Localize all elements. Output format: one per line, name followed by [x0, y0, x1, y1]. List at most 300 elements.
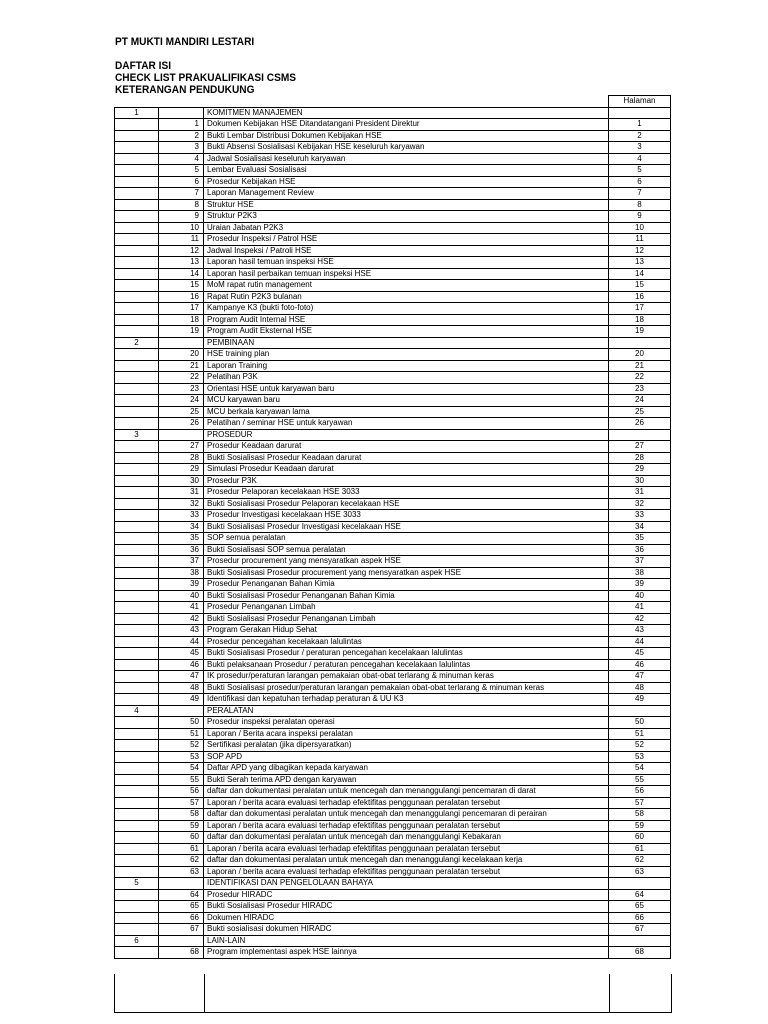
- section-title: PROSEDUR: [204, 429, 609, 441]
- page-number: 61: [609, 843, 671, 855]
- section-number: [115, 475, 159, 487]
- page-number: 26: [609, 418, 671, 430]
- table-row: [115, 912, 671, 924]
- section-number: [115, 843, 159, 855]
- page-number: 59: [609, 820, 671, 832]
- table-row: [115, 521, 671, 533]
- item-title: Bukti Sosialisasi Prosedur Penanganan Limbah: [204, 613, 609, 625]
- table-row: [115, 590, 671, 602]
- table-row: [115, 866, 671, 878]
- table-row: [115, 728, 671, 740]
- item-number: 2: [159, 130, 204, 142]
- item-title: Prosedur inspeksi peralatan operasi: [204, 717, 609, 729]
- item-number: 37: [159, 556, 204, 568]
- item-number: 20: [159, 349, 204, 361]
- section-number: 3: [115, 429, 159, 441]
- page-number: 13: [609, 257, 671, 269]
- item-title: MCU berkala karyawan lama: [204, 406, 609, 418]
- item-number: 44: [159, 636, 204, 648]
- item-number: 26: [159, 418, 204, 430]
- table-row: [115, 406, 671, 418]
- table-row: [115, 487, 671, 499]
- table-row: [115, 383, 671, 395]
- table-row: [115, 671, 671, 683]
- item-number: 25: [159, 406, 204, 418]
- item-title: daftar dan dokumentasi peralatan untuk mencegah dan menanggulangi pencemaran di perairan: [204, 809, 609, 821]
- section-number: [115, 199, 159, 211]
- item-title: Prosedur pencegahan kecelakaan lalulintas: [204, 636, 609, 648]
- item-number: 38: [159, 567, 204, 579]
- section-number: 4: [115, 705, 159, 717]
- doc-title: DAFTAR ISI: [115, 60, 172, 72]
- section-row: [115, 935, 671, 947]
- page-number: [609, 337, 671, 349]
- section-number: [115, 855, 159, 867]
- table-row: [115, 556, 671, 568]
- table-row: [115, 694, 671, 706]
- item-title: Kampanye K3 (bukti foto-foto): [204, 303, 609, 315]
- item-number: 46: [159, 659, 204, 671]
- table-row: [115, 567, 671, 579]
- section-number: [115, 602, 159, 614]
- section-number: [115, 360, 159, 372]
- page-number: 24: [609, 395, 671, 407]
- table-row: [115, 199, 671, 211]
- page-number: 32: [609, 498, 671, 510]
- table-row: [115, 291, 671, 303]
- page-column-header: Halaman: [609, 96, 671, 108]
- page-number: 68: [609, 947, 671, 959]
- section-number: [115, 406, 159, 418]
- section-number: [115, 636, 159, 648]
- item-title: Prosedur Pelaporan kecelakaan HSE 3033: [204, 487, 609, 499]
- section-number: [115, 487, 159, 499]
- item-number: 10: [159, 222, 204, 234]
- page-number: 6: [609, 176, 671, 188]
- item-number: 5: [159, 165, 204, 177]
- section-number: [115, 809, 159, 821]
- table-row: [115, 901, 671, 913]
- section-number: [115, 947, 159, 959]
- item-title: Bukti pelaksanaan Prosedur / peraturan pencegahan kecelakaan lalulintas: [204, 659, 609, 671]
- item-number: 55: [159, 774, 204, 786]
- page-number: 38: [609, 567, 671, 579]
- page-number: 58: [609, 809, 671, 821]
- table-row: [115, 441, 671, 453]
- item-number: 29: [159, 464, 204, 476]
- item-number: 30: [159, 475, 204, 487]
- item-title: Prosedur P3K: [204, 475, 609, 487]
- item-number: 40: [159, 590, 204, 602]
- item-number: 66: [159, 912, 204, 924]
- item-number: [159, 337, 204, 349]
- table-row: [115, 452, 671, 464]
- item-number: 1: [159, 119, 204, 131]
- page-number: 48: [609, 682, 671, 694]
- section-number: [115, 452, 159, 464]
- page-number: 29: [609, 464, 671, 476]
- item-number: 43: [159, 625, 204, 637]
- section-number: [115, 314, 159, 326]
- page-number: 36: [609, 544, 671, 556]
- contents-table-wrap: [114, 95, 670, 959]
- item-title: Bukti Serah terima APD dengan karyawan: [204, 774, 609, 786]
- section-row: [115, 705, 671, 717]
- item-number: 16: [159, 291, 204, 303]
- section-number: [115, 717, 159, 729]
- item-number: 48: [159, 682, 204, 694]
- item-number: 61: [159, 843, 204, 855]
- section-number: [115, 211, 159, 223]
- item-number: [159, 878, 204, 890]
- table-row: [115, 786, 671, 798]
- section-number: [115, 326, 159, 338]
- item-number: 33: [159, 510, 204, 522]
- page-number: 7: [609, 188, 671, 200]
- item-title: Simulasi Prosedur Keadaan darurat: [204, 464, 609, 476]
- page-number: [609, 878, 671, 890]
- page-number: [609, 935, 671, 947]
- page-number: 62: [609, 855, 671, 867]
- page-number: 52: [609, 740, 671, 752]
- table-row: [115, 303, 671, 315]
- page-number: 64: [609, 889, 671, 901]
- section-number: [115, 901, 159, 913]
- item-title: Laporan / berita acara evaluasi terhadap efektifitas penggunaan peralatan tersebut: [204, 820, 609, 832]
- item-title: Pelatihan / seminar HSE untuk karyawan: [204, 418, 609, 430]
- section-number: [115, 786, 159, 798]
- section-number: [115, 498, 159, 510]
- section-number: [115, 510, 159, 522]
- page-number: 2: [609, 130, 671, 142]
- table-row: [115, 648, 671, 660]
- item-number: 23: [159, 383, 204, 395]
- item-number: 27: [159, 441, 204, 453]
- section-number: [115, 280, 159, 292]
- page-number: 22: [609, 372, 671, 384]
- section-title: IDENTIFIKASI DAN PENGELOLAAN BAHAYA: [204, 878, 609, 890]
- item-number: 53: [159, 751, 204, 763]
- table-row: [115, 475, 671, 487]
- item-title: Bukti Sosialisasi Prosedur Pelaporan kecelakaan HSE: [204, 498, 609, 510]
- page-number: 55: [609, 774, 671, 786]
- page-number: 34: [609, 521, 671, 533]
- section-number: [115, 188, 159, 200]
- table-row: [115, 751, 671, 763]
- section-number: [115, 820, 159, 832]
- item-number: 41: [159, 602, 204, 614]
- page-number: 10: [609, 222, 671, 234]
- page-number: 47: [609, 671, 671, 683]
- table-row: [115, 418, 671, 430]
- section-number: [115, 119, 159, 131]
- item-number: [159, 429, 204, 441]
- section-number: [115, 590, 159, 602]
- item-title: Bukti Sosialisasi Prosedur HIRADC: [204, 901, 609, 913]
- item-number: 36: [159, 544, 204, 556]
- item-title: HSE training plan: [204, 349, 609, 361]
- item-title: Bukti Absensi Sosialisasi Kebijakan HSE keseluruh karyawan: [204, 142, 609, 154]
- section-number: 1: [115, 107, 159, 119]
- page-number: 30: [609, 475, 671, 487]
- section-number: [115, 567, 159, 579]
- section-number: [115, 889, 159, 901]
- page-number: 25: [609, 406, 671, 418]
- section-title: PERALATAN: [204, 705, 609, 717]
- page-number: 23: [609, 383, 671, 395]
- contents-table-body: [115, 96, 671, 959]
- page-number: 31: [609, 487, 671, 499]
- item-title: Prosedur Penanganan Bahan Kimia: [204, 579, 609, 591]
- table-row: [115, 130, 671, 142]
- item-number: 45: [159, 648, 204, 660]
- item-title: daftar dan dokumentasi peralatan untuk mencegah dan menanggulangi kecelakaan kerja: [204, 855, 609, 867]
- page-number: 66: [609, 912, 671, 924]
- section-number: [115, 671, 159, 683]
- page-number: 1: [609, 119, 671, 131]
- section-number: [115, 797, 159, 809]
- section-number: [115, 176, 159, 188]
- item-number: 54: [159, 763, 204, 775]
- item-title: IK prosedur/peraturan larangan pemakaian obat-obat terlarang & minuman keras: [204, 671, 609, 683]
- item-title: Jadwal Sosialisasi keseluruh karyawan: [204, 153, 609, 165]
- item-number: 32: [159, 498, 204, 510]
- table-row: [115, 717, 671, 729]
- page-number: 51: [609, 728, 671, 740]
- item-title: Dokumen Kebijakan HSE Ditandatangani President Direktur: [204, 119, 609, 131]
- page-number: 16: [609, 291, 671, 303]
- item-number: 63: [159, 866, 204, 878]
- item-title: MCU karyawan baru: [204, 395, 609, 407]
- item-number: 13: [159, 257, 204, 269]
- section-number: [115, 579, 159, 591]
- page-number: 44: [609, 636, 671, 648]
- section-number: [115, 395, 159, 407]
- section-number: 2: [115, 337, 159, 349]
- item-number: 24: [159, 395, 204, 407]
- table-row: [115, 763, 671, 775]
- item-title: Prosedur Inspeksi / Patrol HSE: [204, 234, 609, 246]
- table-row: [115, 544, 671, 556]
- table-row: [115, 602, 671, 614]
- table-row: [115, 820, 671, 832]
- table-header-row: [115, 96, 671, 108]
- item-number: 8: [159, 199, 204, 211]
- item-title: SOP semua peralatan: [204, 533, 609, 545]
- section-row: [115, 878, 671, 890]
- section-number: [115, 418, 159, 430]
- doc-subtitle-2: KETERANGAN PENDUKUNG: [115, 84, 255, 96]
- item-title: Daftar APD yang dibagikan kepada karyawan: [204, 763, 609, 775]
- table-row: [115, 222, 671, 234]
- item-number: 11: [159, 234, 204, 246]
- item-number: 58: [159, 809, 204, 821]
- section-row: [115, 337, 671, 349]
- page-number: 67: [609, 924, 671, 936]
- table-row: [115, 360, 671, 372]
- item-number: 42: [159, 613, 204, 625]
- item-title: daftar dan dokumentasi peralatan untuk mencegah dan menanggulangi Kebakaran: [204, 832, 609, 844]
- table-row: [115, 843, 671, 855]
- item-number: [159, 935, 204, 947]
- item-number: 4: [159, 153, 204, 165]
- page-number: 43: [609, 625, 671, 637]
- table-row: [115, 636, 671, 648]
- item-title: Bukti Sosialisasi Prosedur Investigasi kecelakaan HSE: [204, 521, 609, 533]
- item-title: Laporan Management Review: [204, 188, 609, 200]
- item-number: 7: [159, 188, 204, 200]
- page-number: 63: [609, 866, 671, 878]
- table-row: [115, 280, 671, 292]
- table-row: [115, 579, 671, 591]
- table-empty-footer: [114, 974, 672, 1013]
- page-number: 3: [609, 142, 671, 154]
- item-number: 9: [159, 211, 204, 223]
- section-number: [115, 165, 159, 177]
- item-number: 31: [159, 487, 204, 499]
- table-row: [115, 625, 671, 637]
- page-number: 8: [609, 199, 671, 211]
- section-number: 5: [115, 878, 159, 890]
- item-title: Laporan / berita acara evaluasi terhadap efektifitas penggunaan peralatan tersebut: [204, 843, 609, 855]
- item-title: Rapat Rutin P2K3 bulanan: [204, 291, 609, 303]
- item-title: Program Gerakan Hidup Sehat: [204, 625, 609, 637]
- page-number: 5: [609, 165, 671, 177]
- page-number: 40: [609, 590, 671, 602]
- section-number: [115, 556, 159, 568]
- table-row: [115, 740, 671, 752]
- page-number: 46: [609, 659, 671, 671]
- section-number: [115, 694, 159, 706]
- item-title: daftar dan dokumentasi peralatan untuk mencegah dan menanggulangi pencemaran di darat: [204, 786, 609, 798]
- table-row: [115, 613, 671, 625]
- item-title: Jadwal Inspeksi / Patroli HSE: [204, 245, 609, 257]
- item-title: Sertifikasi peralatan (jika dipersyaratkan): [204, 740, 609, 752]
- table-row: [115, 659, 671, 671]
- table-row: [115, 349, 671, 361]
- page-number: 9: [609, 211, 671, 223]
- section-title: LAIN-LAIN: [204, 935, 609, 947]
- section-row: [115, 107, 671, 119]
- page-number: 19: [609, 326, 671, 338]
- item-title: Laporan hasil temuan inspeksi HSE: [204, 257, 609, 269]
- section-number: [115, 464, 159, 476]
- page-number: [609, 429, 671, 441]
- item-number: 47: [159, 671, 204, 683]
- item-title: Laporan / berita acara evaluasi terhadap efektifitas penggunaan peralatan tersebut: [204, 797, 609, 809]
- table-row: [115, 498, 671, 510]
- table-row: [115, 176, 671, 188]
- page-number: 45: [609, 648, 671, 660]
- section-number: [115, 832, 159, 844]
- section-title: PEMBINAAN: [204, 337, 609, 349]
- section-number: [115, 866, 159, 878]
- item-number: 65: [159, 901, 204, 913]
- section-number: [115, 625, 159, 637]
- section-number: [115, 774, 159, 786]
- item-number: 19: [159, 326, 204, 338]
- page-number: 56: [609, 786, 671, 798]
- item-title: Bukti Sosialisasi Prosedur procurement yang mensyaratkan aspek HSE: [204, 567, 609, 579]
- item-number: 18: [159, 314, 204, 326]
- item-number: 49: [159, 694, 204, 706]
- section-number: [115, 153, 159, 165]
- item-title: Program Audit Eksternal HSE: [204, 326, 609, 338]
- table-row: [115, 682, 671, 694]
- item-number: 6: [159, 176, 204, 188]
- table-row: [115, 234, 671, 246]
- item-title: Laporan / Berita acara inspeksi peralatan: [204, 728, 609, 740]
- item-number: 56: [159, 786, 204, 798]
- item-number: 62: [159, 855, 204, 867]
- section-number: [115, 728, 159, 740]
- table-row: [115, 314, 671, 326]
- page-number: 28: [609, 452, 671, 464]
- item-number: 21: [159, 360, 204, 372]
- section-number: [115, 383, 159, 395]
- item-title: Identifikasi dan kepatuhan terhadap peraturan & UU K3: [204, 694, 609, 706]
- page-number: 42: [609, 613, 671, 625]
- page-number: 33: [609, 510, 671, 522]
- item-title: Bukti Lembar Distribusi Dokumen Kebijakan HSE: [204, 130, 609, 142]
- item-number: 68: [159, 947, 204, 959]
- page-number: 4: [609, 153, 671, 165]
- section-number: [115, 533, 159, 545]
- item-title: Prosedur procurement yang mensyaratkan aspek HSE: [204, 556, 609, 568]
- table-row: [115, 464, 671, 476]
- item-number: 28: [159, 452, 204, 464]
- page-number: 11: [609, 234, 671, 246]
- item-number: 3: [159, 142, 204, 154]
- table-row: [115, 924, 671, 936]
- page-number: 41: [609, 602, 671, 614]
- section-number: [115, 257, 159, 269]
- page-number: [609, 705, 671, 717]
- item-title: Dokumen HIRADC: [204, 912, 609, 924]
- section-number: [115, 751, 159, 763]
- page-number: 20: [609, 349, 671, 361]
- page-number: 39: [609, 579, 671, 591]
- item-number: 52: [159, 740, 204, 752]
- item-number: 35: [159, 533, 204, 545]
- item-number: 50: [159, 717, 204, 729]
- table-row: [115, 257, 671, 269]
- section-number: [115, 521, 159, 533]
- page-number: 14: [609, 268, 671, 280]
- page-number: 35: [609, 533, 671, 545]
- section-number: [115, 291, 159, 303]
- page-number: [609, 107, 671, 119]
- item-number: 67: [159, 924, 204, 936]
- item-title: Program implementasi aspek HSE lainnya: [204, 947, 609, 959]
- item-number: 64: [159, 889, 204, 901]
- item-title: Prosedur Keadaan darurat: [204, 441, 609, 453]
- item-title: Laporan / berita acara evaluasi terhadap efektifitas penggunaan peralatan tersebut: [204, 866, 609, 878]
- item-number: 57: [159, 797, 204, 809]
- page-number: 27: [609, 441, 671, 453]
- section-number: [115, 245, 159, 257]
- item-number: 22: [159, 372, 204, 384]
- section-number: [115, 740, 159, 752]
- item-title: Lembar Evaluasi Sosialisasi: [204, 165, 609, 177]
- item-number: 15: [159, 280, 204, 292]
- section-row: [115, 429, 671, 441]
- section-title: KOMITMEN MANAJEMEN: [204, 107, 609, 119]
- item-title: Pelatihan P3K: [204, 372, 609, 384]
- section-number: [115, 142, 159, 154]
- page-number: 49: [609, 694, 671, 706]
- item-title: MoM rapat rutin management: [204, 280, 609, 292]
